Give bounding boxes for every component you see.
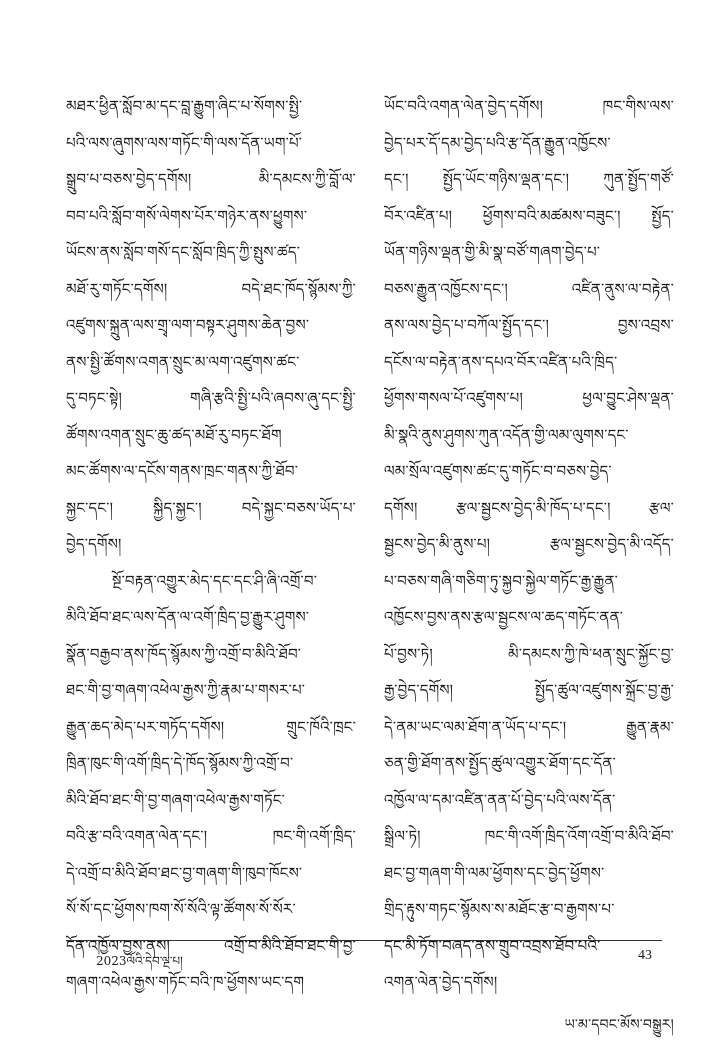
author-signature: ཡ་མ་དབང་མོས་བསྒྱུར།: [384, 1007, 674, 1043]
text-line: སྣོན་བརྒྱབ་ནས་ཁོད་སྙོམས་ཀྱི་འགྲོ་བ་མིའི་ཐོབ་: [66, 636, 356, 673]
text-line: དེ་འགྲོ་བ་མིའི་ཐོབ་ཐང་བྱ་གཞག་གི་ཁུབ་ཁོངས་: [66, 855, 356, 892]
text-line: སྦྱངས་བྱེད་མི་ནུས་པ། རྩལ་སྦྱངས་བྱེད་མི་འདོད་: [384, 526, 674, 563]
text-line: དེ་ནམ་ཡང་ལམ་ཐོག་ན་ཡོད་པ་དང་། རྒྱུན་རྣམ་: [384, 709, 674, 746]
text-line: ཚོགས་འགན་སྲུང་ཆུ་ཚད་མཐོ་རུ་བཏང་ཐོག: [66, 417, 356, 454]
left-column: [66, 88, 356, 1001]
text-line: མང་ཚོགས་ལ་དངོས་གནས་ཁྲང་གནས་ཀྱི་ཐོབ་: [66, 453, 356, 490]
text-line: བཅས་རྒྱུན་འཁྱོངས་དང་། འཛིན་ནུས་ལ་བརྟེན་: [384, 271, 674, 308]
text-line: གྲིད་རྟུས་གཏང་སྙོམས་ས་མཐོང་རྩ་བ་རྒྱགས་པ་: [384, 891, 674, 928]
footer-divider: [66, 940, 662, 941]
text-line: མི་སྣའི་ནུས་ཤུགས་ཀུན་འདོན་གྱི་ལམ་ལུགས་དང་: [384, 417, 674, 454]
text-line: འཁྱོངས་བྱས་ནས་རྩལ་སྦྱངས་ལ་ཆད་གཏོང་ནན་: [384, 599, 674, 636]
text-line: བྱེད་དགོས།: [66, 526, 356, 563]
text-line: སྒྲུབ་པ་བཅས་བྱེད་དགོས། མི་དམངས་ཀྱི་བློ་ལ་: [66, 161, 356, 198]
page-number: 43: [638, 948, 652, 964]
text-line: འཁྱོལ་ལ་དམ་འཛིན་ནན་པོ་བྱེད་པའི་ལས་དོན་: [384, 782, 674, 819]
text-line: བོར་འཛིན་པ། ཕྱོགས་བའི་མཚམས་བཟུང་། སྤྱོད་: [384, 198, 674, 235]
text-line: ཕྱོགས་གསལ་པོ་འཛུགས་པ། ཕྱལ་བྱུང་ཤེས་ལྡན་: [384, 380, 674, 417]
text-line: འཛུགས་སྐྲུན་ལས་གྲྭ་ལག་བསྟར་ཤུགས་ཆེན་བྱས་: [66, 307, 356, 344]
text-line: པོ་བྱས་ཏེ། མི་དམངས་ཀྱི་ཁེ་ཕན་སྲུང་སྐྱོང་བྱ་: [384, 636, 674, 673]
text-line: ཁྲིན་ཁུང་གི་འགོ་ཁྲིད་དེ་ཁོད་སྙོམས་ཀྱི་འགྲོ་བ་: [66, 745, 356, 782]
text-line: འགན་ལེན་བྱེད་དགོས།: [384, 964, 674, 1001]
text-line: བབ་པའི་སློབ་གསོ་ལེགས་པོར་གཉེར་ནས་ཕྱུགས་: [66, 198, 356, 235]
text-line: སྔོ་བརྟན་འགྱུར་མེད་དང་དང་ཤི་ཞི་འགྲོ་བ་: [66, 563, 356, 600]
text-line: བྱེད་པར་དོ་དམ་བྱེད་པའི་རྩ་དོན་རྒྱུན་འཁྱོངས་: [384, 125, 674, 162]
text-line: བའི་རྩ་བའི་འགན་ལེན་དང་། ཁང་གི་འགོ་ཁྲིད་: [66, 818, 356, 855]
footer-issue-label: 2023ལོའི་དེབ་ལྔ་པ།: [96, 948, 183, 982]
text-line: གཞག་འཕེལ་རྒྱས་གཏོང་བའི་ཁ་ཕྱོགས་ཡང་དག: [66, 964, 356, 1001]
text-line: མཐོ་རུ་གཏོང་དགོས། བདེ་ཐང་ཁོད་སྙོམས་ཀྱི་: [66, 271, 356, 308]
text-line: པ་བཅས་གཞི་གཅིག་ཏུ་སྐྱབ་སྐྱེལ་གཏོང་རྒྱ་རྒྱུན་: [384, 563, 674, 600]
right-column: [384, 88, 674, 1043]
text-line: ཡོན་གཉིས་ལྡན་གྱི་མི་སྣ་བཙོ་གཞག་བྱེད་པ་: [384, 234, 674, 271]
text-line: དོན་འཁྱོལ་བྱས་ནས། འགྲོ་བ་མིའི་ཐོབ་ཐང་གི་བྱ་: [66, 928, 356, 965]
text-line: སོ་སོ་དང་ཕྱོགས་ཁག་སོ་སོའི་ལྟ་ཚོགས་སོ་སོར་: [66, 891, 356, 928]
text-line: དངོས་ལ་བརྟེན་ནས་དཔའ་བོར་འཛིན་པའི་ཁྲིད་: [384, 344, 674, 381]
text-line: དགོས། རྩལ་སྦྱངས་བྱེད་མི་ཁོད་པ་དང་། རྩལ་: [384, 490, 674, 527]
text-line: ཡོངས་ནས་སློབ་གསོ་དང་སློབ་ཁྲིད་ཀྱི་སྤུས་ཚད་: [66, 234, 356, 271]
text-line: དང་། སྤྱོད་ཡོང་གཉིས་ལྡན་དང་། ཀུན་སྤྱོད་གཙོ་: [384, 161, 674, 198]
text-line: དང་མི་ཏོག་བཞད་ནས་གྲུབ་འབྲས་ཐོབ་པའི་: [384, 928, 674, 965]
text-line: ནས་སྤྱི་ཚོགས་འགན་སྲུང་མ་ལག་འཛུགས་ཚང་: [66, 344, 356, 381]
text-line: ནས་ལས་བྱེད་པ་བཀོལ་སྤྱོད་དང་། བྱས་འབྲས་: [384, 307, 674, 344]
text-line: ཐང་གི་བྱ་གཞག་འཕེལ་རྒྱས་ཀྱི་རྣམ་པ་གསར་པ་: [66, 672, 356, 709]
text-line: སྒྲིལ་ཏེ། ཁང་གི་འགོ་ཁྲིད་འོག་འགྲོ་བ་མིའི་ཐོབ་: [384, 818, 674, 855]
text-line: དུ་བཏང་སྟེ། གཞི་རྩའི་སྤྱི་པའི་ཞབས་ཞུ་དང་སྤྱི་: [66, 380, 356, 417]
text-line: སྐྱང་དང་། སྐྱིད་སྐྱང་། བདེ་སྐྱང་བཅས་ཡོད་པ་: [66, 490, 356, 527]
text-line: ཐང་བྱ་གཞག་གི་ལམ་ཕྱོགས་དང་བྱེད་ཕྱོགས་: [384, 855, 674, 892]
text-line: མིའི་ཐོབ་ཐང་གི་བྱ་གཞག་འཕེལ་རྒྱས་གཏོང་: [66, 782, 356, 819]
text-line: ཡོང་བའི་འགན་ལེན་བྱེད་དགོས། ཁང་གིས་ལས་: [384, 88, 674, 125]
text-line: ཅན་གྱི་ཐོག་ནས་སྤྱོད་ཚུལ་འགྱུར་ཐོག་དང་དོན་: [384, 745, 674, 782]
text-line: མཐར་ཕྱིན་སློབ་མ་དང་བླ་རྒྱུག་ཞིང་པ་སོགས་སྤྱི་: [66, 88, 356, 125]
text-line: ལམ་སྲོལ་འཛུགས་ཚང་དུ་གཏོང་བ་བཅས་བྱེད་: [384, 453, 674, 490]
text-line: རྒྱ་བྱེད་དགོས། སྤྱོད་ཚུལ་འཛུགས་སྐྲོང་བྱ་རྒྱ་: [384, 672, 674, 709]
text-line: མིའི་ཐོབ་ཐང་ལས་དོན་ལ་འགོ་ཁྲིད་བྱ་རྒྱུར་ཤུགས་: [66, 599, 356, 636]
text-line: པའི་ལས་ཞུགས་ལས་གཏོང་གི་ལས་དོན་ཡག་པོ་: [66, 125, 356, 162]
text-line: རྒྱུན་ཆད་མེད་པར་གཏོད་དགོས། གྲུང་ཁོའི་ཁྲང་: [66, 709, 356, 746]
